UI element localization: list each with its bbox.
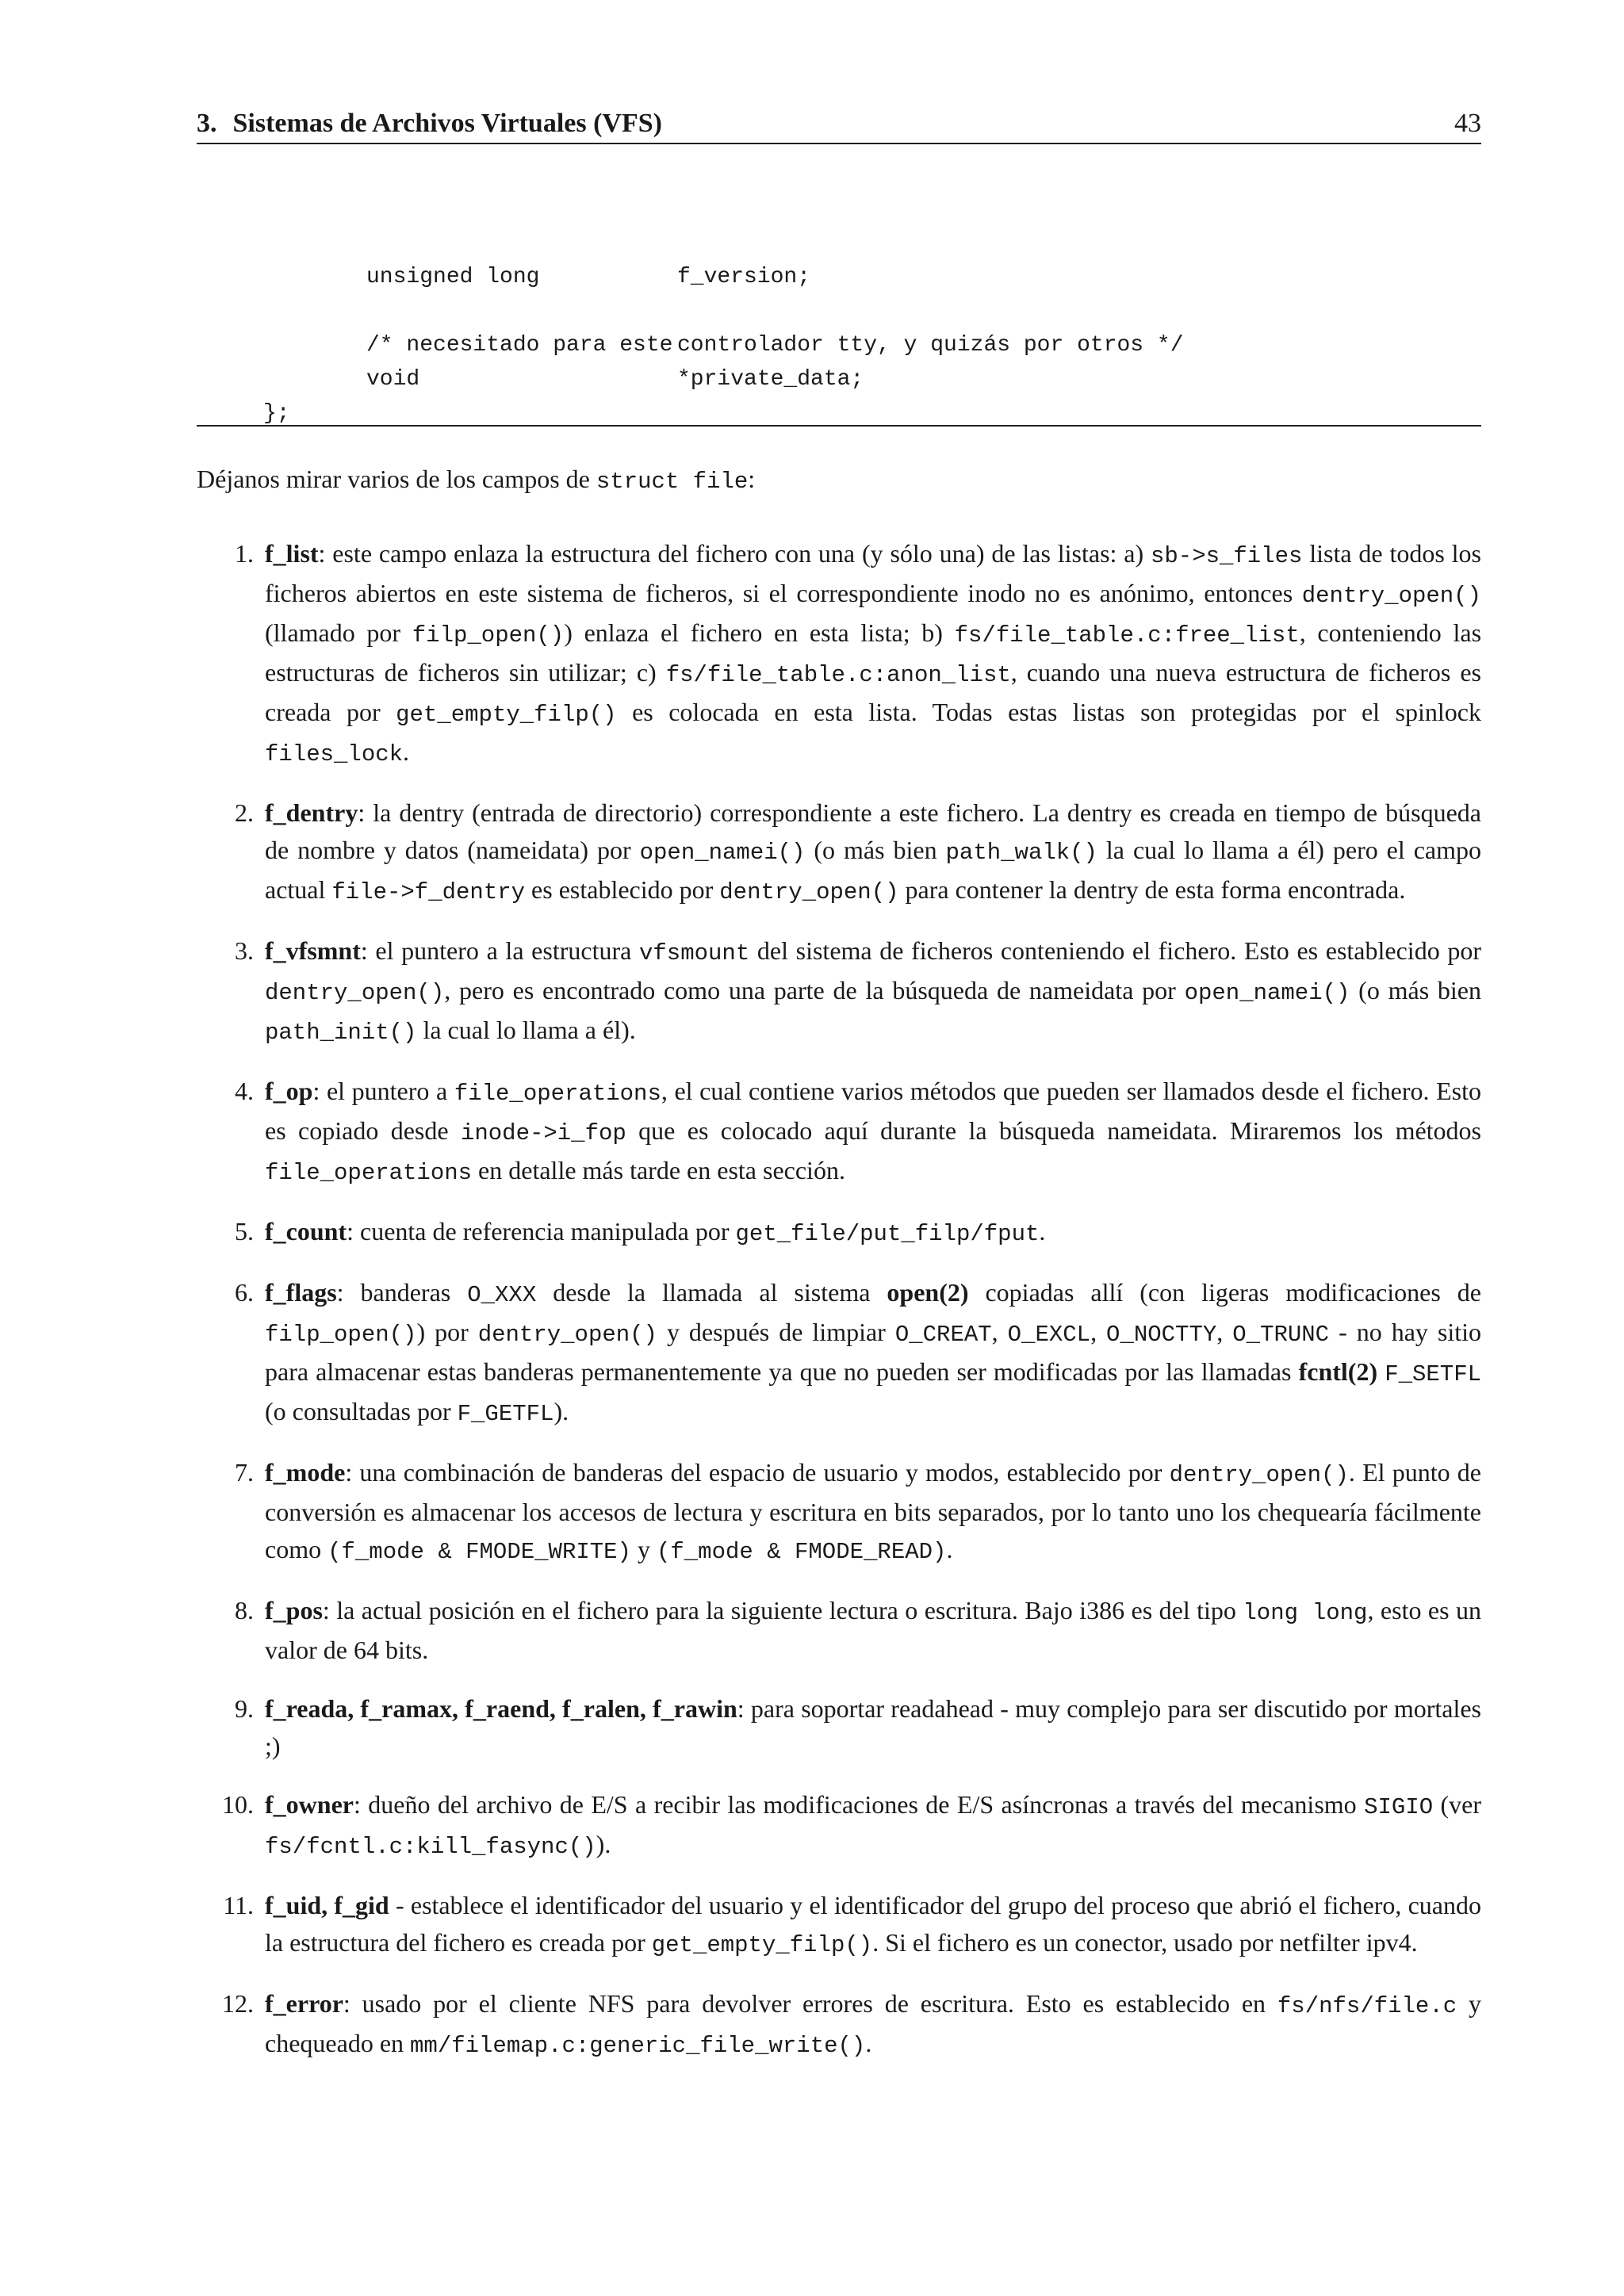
body-text: , el cual contiene varios métodos que pueden ser llamados desde el fichero. Esto es copiado desde xyxy=(265,1077,1482,1145)
list-item-number: 2. xyxy=(235,798,254,827)
list-item xyxy=(197,1786,1481,1866)
inline-code: open_namei() xyxy=(1184,980,1350,1006)
body-text: (llamado por xyxy=(265,618,412,647)
list-item-number: 7. xyxy=(235,1458,254,1487)
list-item xyxy=(197,1454,1481,1571)
list-item-number: 12. xyxy=(222,1989,254,2018)
inline-code: get_empty_filp() xyxy=(396,702,617,728)
body-text: (o más bien xyxy=(1350,976,1482,1004)
intro-end: : xyxy=(748,465,756,493)
inline-code: sb->s_files xyxy=(1150,543,1303,569)
body-text: : este campo enlaza la estructura del fichero con una (y sólo una) de las listas: a) xyxy=(318,539,1151,568)
list-item-number: 9. xyxy=(235,1694,254,1723)
list-item-body xyxy=(265,1985,1481,2064)
list-item-number: 6. xyxy=(235,1278,254,1307)
list-item xyxy=(197,794,1481,911)
field-list xyxy=(197,535,1481,2086)
body-text: que es colocado aquí durante la búsqueda nameidata. Miraremos los métodos xyxy=(626,1116,1482,1145)
inline-code: fs/nfs/file.c xyxy=(1277,1993,1457,2019)
body-text: copiadas allí (con ligeras modificaciones de xyxy=(968,1278,1482,1307)
list-item-body xyxy=(265,932,1481,1051)
inline-code: O_NOCTTY xyxy=(1106,1322,1217,1348)
list-item-body xyxy=(265,1213,1481,1253)
body-text: desde la llamada al sistema xyxy=(536,1278,887,1307)
body-text: , cuando una nueva estructura de ficheros es creada por xyxy=(265,658,1482,726)
body-text: ). xyxy=(553,1397,569,1425)
inline-code: path_init() xyxy=(265,1020,417,1046)
body-text: , xyxy=(1216,1318,1233,1346)
code-bottom-rule xyxy=(197,425,1481,427)
list-item-number: 3. xyxy=(235,936,254,965)
list-item xyxy=(197,1073,1481,1192)
field-term: f_pos xyxy=(265,1596,323,1624)
list-item xyxy=(197,535,1481,773)
inline-code: get_empty_filp() xyxy=(651,1932,873,1958)
field-term: f_vfsmnt xyxy=(265,936,361,965)
inline-code: (f_mode & FMODE_READ) xyxy=(656,1539,947,1565)
bold-text: fcntl(2) xyxy=(1298,1357,1378,1386)
chapter-title-text: Sistemas de Archivos Virtuales (VFS) xyxy=(232,109,662,138)
list-item-body xyxy=(265,1454,1481,1571)
code-line xyxy=(197,362,1481,396)
list-item-body xyxy=(265,1690,1481,1765)
inline-code: file_operations xyxy=(454,1081,661,1107)
list-item xyxy=(197,1690,1481,1765)
inline-code: fs/file_table.c:free_list xyxy=(954,622,1300,649)
body-text: la cual lo llama a él) pero el campo actual xyxy=(265,836,1482,904)
inline-code: dentry_open() xyxy=(265,980,445,1006)
body-text: : banderas xyxy=(336,1278,468,1307)
intro-text: Déjanos mirar varios de los campos de xyxy=(197,465,596,493)
list-item-number: 8. xyxy=(235,1596,254,1624)
body-text: . xyxy=(1039,1217,1046,1246)
body-text: : cuenta de referencia manipulada por xyxy=(347,1217,736,1246)
body-text: : una combinación de banderas del espacio de usuario y modos, establecido por xyxy=(345,1458,1170,1487)
chapter-number: 3. xyxy=(197,109,217,138)
inline-code: O_EXCL xyxy=(1007,1322,1091,1348)
inline-code: (f_mode & FMODE_WRITE) xyxy=(327,1539,631,1565)
code-type: void xyxy=(366,367,420,392)
inline-code: dentry_open() xyxy=(719,879,899,905)
body-text: : la dentry (entrada de directorio) correspondiente a este fichero. La dentry es creada en tiempo de búsqueda de nombre y datos (nameidata) por xyxy=(265,798,1481,864)
list-item-body xyxy=(265,794,1481,911)
body-text: : para soportar readahead - muy complejo para ser discutido por mortales ;) xyxy=(265,1694,1482,1760)
body-text: lista de todos los ficheros abiertos en este sistema de ficheros, si el correspondiente inodo no es anónimo, entonces xyxy=(265,539,1482,607)
inline-code: inode->i_fop xyxy=(460,1120,626,1146)
inline-code: path_walk() xyxy=(945,840,1097,866)
field-term: f_op xyxy=(265,1077,313,1105)
body-text: , xyxy=(991,1318,1008,1346)
inline-code: filp_open() xyxy=(412,622,565,649)
body-text: (o consultadas por xyxy=(265,1397,458,1425)
inline-code: open_namei() xyxy=(639,840,806,866)
body-text: ) por xyxy=(416,1318,478,1346)
body-text: en detalle más tarde en esta sección. xyxy=(472,1156,845,1184)
inline-code: mm/filemap.c:generic_file_write() xyxy=(410,2033,866,2059)
running-header xyxy=(197,106,1481,144)
inline-code: dentry_open() xyxy=(1301,583,1481,609)
list-item-number: 1. xyxy=(235,539,254,568)
field-term: f_uid, f_gid xyxy=(265,1891,389,1919)
list-item-body xyxy=(265,1073,1481,1192)
list-item-number: 4. xyxy=(235,1077,254,1105)
body-text: , xyxy=(1090,1318,1107,1346)
inline-code: file_operations xyxy=(265,1160,473,1186)
field-term: f_dentry xyxy=(265,798,358,827)
body-text: , esto es un valor de 64 bits. xyxy=(265,1596,1482,1664)
inline-code: fs/file_table.c:anon_list xyxy=(665,662,1011,688)
inline-code: long long xyxy=(1243,1600,1368,1626)
code-comment-part-a: /* necesitado para este xyxy=(366,333,673,358)
list-item-body xyxy=(265,1786,1481,1866)
body-text xyxy=(1377,1357,1385,1386)
field-term: f_count xyxy=(265,1217,347,1246)
inline-code: file->f_dentry xyxy=(331,879,526,905)
body-text: . Si el fichero es un conector, usado por netfilter ipv4. xyxy=(872,1928,1418,1957)
body-text: , conteniendo las estructuras de ficheros sin utilizar; c) xyxy=(265,618,1482,687)
body-text: . El punto de conversión es almacenar los accesos de lectura y escritura en bits separados, por lo tanto uno los chequearía fácilmente como xyxy=(265,1458,1482,1563)
body-text: : el puntero a xyxy=(312,1077,454,1105)
body-text: : usado por el cliente NFS para devolver errores de escritura. Esto es establecido en xyxy=(343,1989,1277,2018)
list-item xyxy=(197,1274,1481,1433)
body-text: (o más bien xyxy=(805,836,946,864)
inline-code: F_GETFL xyxy=(457,1401,554,1427)
inline-code: fs/fcntl.c:kill_fasync() xyxy=(265,1834,596,1860)
list-item-body xyxy=(265,1592,1481,1669)
field-term: f_flags xyxy=(265,1278,337,1307)
body-text: : la actual posición en el fichero para la siguiente lectura o escritura. Bajo i386 es del tipo xyxy=(322,1596,1243,1624)
body-text: la cual lo llama a él). xyxy=(416,1016,636,1044)
body-text: : dueño del archivo de E/S a recibir las modificaciones de E/S asíncronas a través del mecanismo xyxy=(353,1790,1365,1819)
field-term: f_error xyxy=(265,1989,343,2018)
body-text: - no hay sitio para almacenar estas banderas permanentemente ya que no pueden ser modificadas por las llamadas xyxy=(265,1318,1482,1386)
list-item-number: 11. xyxy=(223,1891,254,1919)
code-listing xyxy=(197,260,1481,430)
inline-code: O_CREAT xyxy=(894,1322,992,1348)
code-line xyxy=(197,260,1481,294)
body-text: para contener la dentry de esta forma encontrada. xyxy=(898,875,1406,904)
list-item xyxy=(197,932,1481,1051)
list-item-number: 5. xyxy=(235,1217,254,1246)
inline-code: O_XXX xyxy=(467,1282,537,1308)
code-type: unsigned long xyxy=(366,265,540,289)
body-text: , pero es encontrado como una parte de la búsqueda de nameidata por xyxy=(444,976,1185,1004)
field-term: f_owner xyxy=(265,1790,354,1819)
inline-code: filp_open() xyxy=(265,1322,417,1348)
list-item xyxy=(197,1213,1481,1253)
body-text: es colocada en esta lista. Todas estas listas son protegidas por el spinlock xyxy=(616,698,1482,726)
intro-code: struct file xyxy=(596,469,749,495)
intro-paragraph xyxy=(197,460,1481,501)
page-number: 43 xyxy=(1454,109,1481,138)
list-item xyxy=(197,1887,1481,1964)
inline-code: dentry_open() xyxy=(477,1322,657,1348)
body-text: . xyxy=(403,737,410,766)
body-text: : el puntero a la estructura xyxy=(360,936,639,965)
body-text: y chequeado en xyxy=(265,1989,1482,2057)
field-term: f_mode xyxy=(265,1458,346,1487)
inline-code: SIGIO xyxy=(1364,1794,1434,1820)
body-text: y después de limpiar xyxy=(657,1318,895,1346)
field-term: f_list xyxy=(265,539,319,568)
chapter-title xyxy=(197,106,662,141)
code-field: f_version; xyxy=(677,265,811,289)
field-term: f_reada, f_ramax, f_raend, f_ralen, f_rawin xyxy=(265,1694,737,1723)
inline-code: files_lock xyxy=(265,741,404,767)
body-text: ). xyxy=(596,1830,611,1858)
body-text: y xyxy=(630,1535,657,1563)
inline-code: dentry_open() xyxy=(1169,1462,1349,1488)
bold-text: open(2) xyxy=(887,1278,969,1307)
list-item-number: 10. xyxy=(222,1790,254,1819)
body-text: . xyxy=(946,1535,953,1563)
list-item-body xyxy=(265,535,1481,773)
list-item xyxy=(197,1985,1481,2064)
list-item-body xyxy=(265,1274,1481,1433)
inline-code: O_TRUNC xyxy=(1232,1322,1330,1348)
code-field: *private_data; xyxy=(677,367,864,392)
body-text: del sistema de ficheros conteniendo el fichero. Esto es establecido por xyxy=(749,936,1482,965)
body-text: (ver xyxy=(1433,1790,1482,1819)
body-text: ) enlaza el fichero en esta lista; b) xyxy=(564,618,955,647)
code-comment-part-b: controlador tty, y quizás por otros */ xyxy=(677,333,1184,358)
list-item-body xyxy=(265,1887,1481,1964)
list-item xyxy=(197,1592,1481,1669)
inline-code: vfsmount xyxy=(639,940,750,966)
body-text: . xyxy=(865,2029,872,2057)
code-closing-brace: }; xyxy=(263,401,290,426)
inline-code: get_file/put_filp/fput xyxy=(735,1221,1040,1247)
code-comment-line xyxy=(197,328,1481,362)
body-text: es establecido por xyxy=(525,875,720,904)
inline-code: F_SETFL xyxy=(1385,1361,1482,1387)
body-text: - establece el identificador del usuario y el identificador del grupo del proceso que abrió el fichero, cuando la estructura del fichero es creada por xyxy=(265,1891,1482,1957)
